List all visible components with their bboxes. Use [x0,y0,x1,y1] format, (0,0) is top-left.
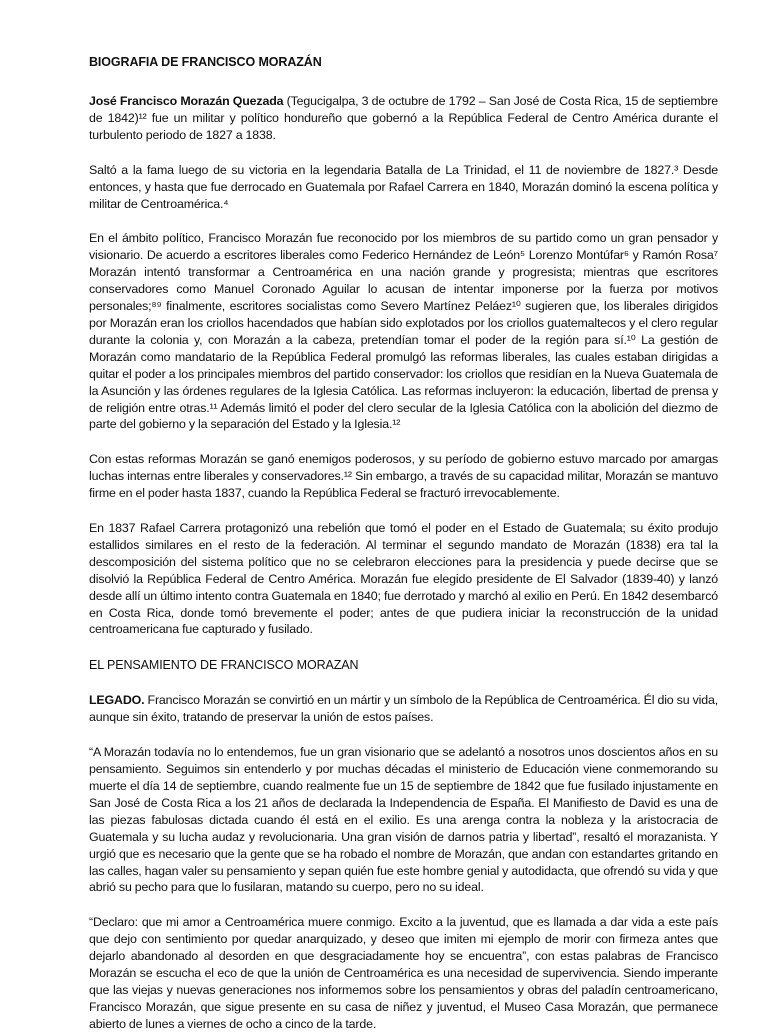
legado-label: LEGADO. [89,693,145,708]
intro-text: (Tegucigalpa, 3 de octubre de 1792 – San José de Costa Rica, 15 de septiembre de 1842)¹² fue un militar y político hondureño que gobernó a la República Federal de Centro América durante el turbulento periodo de 1827 a 1838. [89,94,718,142]
legado-paragraph [89,692,718,726]
document-title: BIOGRAFIA DE FRANCISCO MORAZÁN [89,55,322,69]
paragraph-rafael-carrera: En 1837 Rafael Carrera protagonizó una rebelión que tomó el poder en el Estado de Guatemala; su éxito produjo estallidos similares en el resto de la federación. Al terminar el segundo mandato de Morazán (1838) era tal la descomposición del sistema político que no se celebraron elecciones para la presidencia y puede decirse que se disolvió la República Federal de Centro América. Morazán fue elegido presidente de El Salvador (1839-40) y lanzó desde allí un último intento contra Guatemala en 1840; fue derrotado y marchó al exilio en Perú. En 1842 desembarcó en Costa Rica, donde tomó brevemente el poder; antes de que pudiera iniciar la reconstrucción de la unidad centroamericana fue capturado y fusilado. [89,521,718,637]
quote-paragraph-declaro: “Declaro: que mi amor a Centroamérica muere conmigo. Excito a la juventud, que es llamada a dar vida a este país que dejo con sentimiento por quedar anarquizado, y deseo que imiten mi ejemplo de morir con firmeza antes que dejarlo abandonado al desorden en que desgraciadamente hoy se encuentra”, con estas palabras de Francisco Morazán se escucha el eco de que la unión de Centroamérica es una necesidad de supervivencia. Siendo imperante que las viejas y nuevas generaciones nos informemos sobre los pensamientos y obras del paladín centroamericano, Francisco Morazán, que sigue presente en su casa de niñez y juventud, el Museo Casa Morazán, que permanece abierto de lunes a viernes de ocho a cinco de la tarde. [89,915,718,1031]
paragraph-ambito-politico: En el ámbito político, Francisco Morazán fue reconocido por los miembros de su partido como un gran pensador y visionario. De acuerdo a escritores liberales como Federico Hernández de León⁵ Lorenzo Montúfar⁶ y Ramón Rosa⁷ Morazán intentó transformar a Centroamérica en una nación grande y progresista; mientras que escritores conservadores como Manuel Coronado Aguilar lo acusan de intentar imponerse por la fuerza por motivos personales;⁸⁹ finalmente, escritores socialistas como Severo Martínez Peláez¹⁰ sugieren que, los liberales dirigidos por Morazán eran los criollos hacendados que habían sido explotados por los criollos guatemaltecos y el clero regular durante la colonia y, con Morazán a la cabeza, pretendían tomar el poder de la región para sí.¹⁰ La gestión de Morazán como mandatario de la República Federal promulgó las reformas liberales, las cuales estaban dirigidas a quitar el poder a los principales miembros del partido conservador: los criollos que residían en la Nueva Guatemala de la Asunción y las órdenes regulares de la Iglesia Católica. Las reformas incluyeron: la educación, libertad de prensa y de religión entre otras.¹¹ Además limitó el poder del clero secular de la Iglesia Católica con la abolición del diezmo de parte del gobierno y la separación del Estado y la Iglesia.¹² [89,231,718,432]
intro-paragraph [89,93,718,144]
paragraph-reformas: Con estas reformas Morazán se ganó enemigos poderosos, y su período de gobierno estuvo marcado por amargas luchas internas entre liberales y conservadores.¹² Sin embargo, a través de su capacidad militar, Morazán se mantuvo firme en el poder hasta 1837, cuando la República Federal se fracturó irrevocablemente. [89,452,718,501]
section-title: EL PENSAMIENTO DE FRANCISCO MORAZAN [89,658,359,673]
quote-paragraph-visionario: “A Morazán todavía no lo entendemos, fue un gran visionario que se adelantó a nosotros unos doscientos años en su pensamiento. Seguimos sin entenderlo y por muchas décadas el ministerio de Educación viene conmemorando su muerte el día 14 de septiembre, cuando realmente fue un 15 de septiembre de 1842 que fue fusilado injustamente en San José de Costa Rica a los 21 años de declarada la Independencia de España. El Manifiesto de David es una de las piezas fabulosas dictada cuando él está en el exilio. Es una arenga contra la nobleza y la aristocracia de Guatemala y su lucha audaz y revolucionaria. Una gran visión de darnos patria y libertad”, resaltó el morazanista. Y urgió que es necesario que la gente que se ha robado el nombre de Morazán, que andan con estandartes gritando en las calles, hagan valer su pensamiento y sepan quién fue este hombre genial y autodidacta, que ofrendó su vida y que abrió su pecho para que lo fusilaran, matando su cuerpo, pero no su ideal. [89,745,718,895]
legado-text: Francisco Morazán se convirtió en un mártir y un símbolo de la República de Centroamérica. Él dio su vida, aunque sin éxito, tratando de preservar la unión de estos países. [89,693,718,725]
intro-name: José Francisco Morazán Quezada [89,94,284,108]
paragraph-batalla-trinidad: Saltó a la fama luego de su victoria en la legendaria Batalla de La Trinidad, el 11 de noviembre de 1827.³ Desde entonces, y hasta que fue derrocado en Guatemala por Rafael Carrera en 1840, Morazán dominó la escena política y militar de Centroamérica.⁴ [89,162,718,211]
